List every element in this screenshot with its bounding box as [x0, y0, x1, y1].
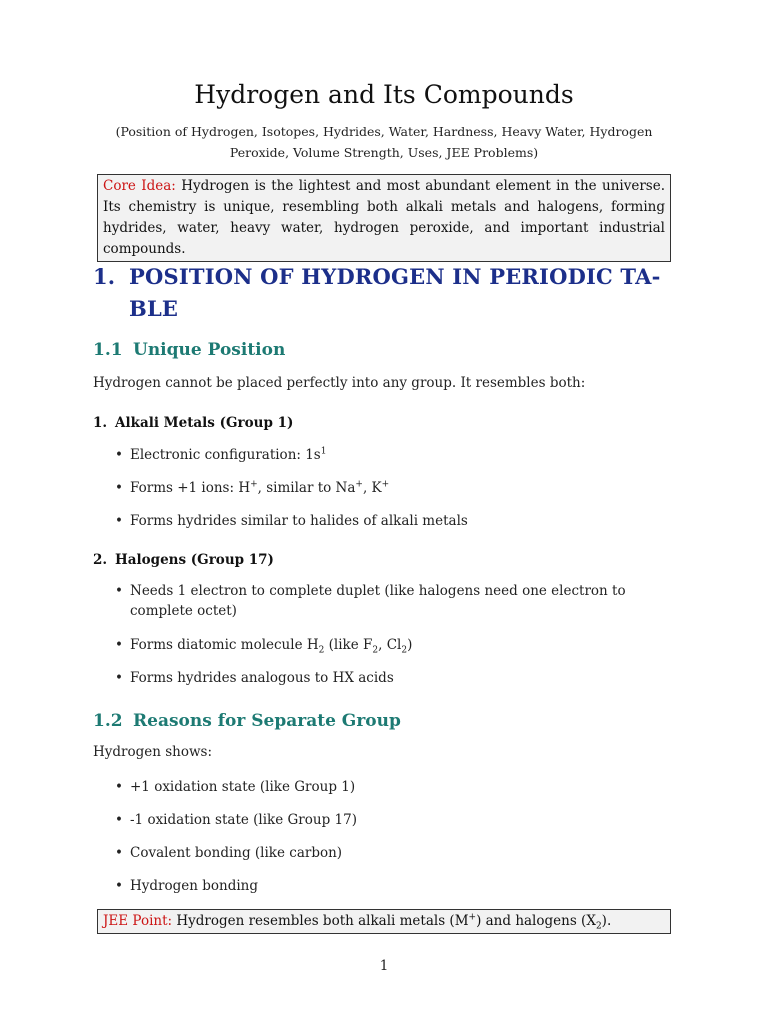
document-subtitle: (Position of Hydrogen, Isotopes, Hydrides, Water, Hardness, Heavy Water, Hydrogen Peroxide, Volume Strength, Uses, JEE Problems) — [115, 124, 653, 160]
subsection-1-2-number: 1.2 — [93, 711, 123, 731]
jee-point-label: JEE Point: — [103, 913, 173, 929]
group1-bullet2-text-a: Forms +1 ions: H — [130, 480, 251, 496]
list-item — [115, 511, 675, 531]
group2-bullet2-sub3: 2 — [401, 645, 408, 656]
group2-bullet2-text-c: , Cl — [378, 637, 402, 653]
reason-item-3: Covalent bonding (like carbon) — [130, 845, 343, 861]
jee-point-sup: + — [468, 912, 477, 923]
subsection-1-2-heading — [93, 711, 401, 731]
bullet-dot: • — [115, 845, 123, 861]
subsection-1-2-title: Reasons for Separate Group — [133, 711, 401, 731]
core-idea-label: Core Idea: — [103, 178, 176, 194]
section-1-title-line2: BLE — [129, 296, 179, 321]
group2-bullet2-text-a: Forms diatomic molecule H — [130, 637, 319, 653]
group2-bullet2-text-d: ) — [407, 637, 413, 653]
group1-number: 1. — [93, 415, 108, 431]
list-item — [115, 777, 675, 797]
group1-bullet2-sup3: + — [381, 479, 390, 490]
bullet-dot: • — [115, 878, 123, 894]
subsection-1-2-intro: Hydrogen shows: — [93, 744, 213, 760]
group2-bullet3-text: Forms hydrides analogous to HX acids — [130, 670, 394, 686]
group1-bullet2-text-b: , similar to Na — [257, 480, 356, 496]
jee-point-box — [97, 909, 671, 934]
list-item — [115, 876, 675, 896]
group1-bullet2-sup2: + — [355, 479, 363, 490]
jee-point-sub: 2 — [595, 921, 602, 932]
core-idea-box — [97, 174, 671, 262]
jee-point-text-c: ). — [601, 913, 612, 929]
jee-point-text-a: Hydrogen resembles both alkali metals (M — [176, 913, 469, 929]
subsection-1-1-heading — [93, 340, 285, 360]
list-item — [115, 668, 675, 688]
group2-number: 2. — [93, 552, 108, 568]
jee-point-text-b: ) and halogens (X — [476, 913, 596, 929]
subsection-1-1-number: 1.1 — [93, 340, 123, 360]
reason-item-1: +1 oxidation state (like Group 1) — [130, 779, 356, 795]
subsection-1-1-title: Unique Position — [133, 340, 286, 360]
section-1-title-line1: POSITION OF HYDROGEN IN PERIODIC TA- — [129, 264, 661, 289]
section-1-number: 1. — [93, 264, 116, 289]
group2-bullet1-text: Needs 1 electron to complete duplet (like halogens need one electron to complete octet) — [130, 583, 626, 619]
group2-bullet2-sub1: 2 — [318, 645, 325, 656]
group1-title: Alkali Metals (Group 1) — [115, 415, 294, 431]
bullet-dot: • — [115, 779, 123, 795]
list-item — [115, 843, 675, 863]
group1-heading — [93, 415, 293, 431]
reason-item-2: -1 oxidation state (like Group 17) — [130, 812, 357, 828]
bullet-dot: • — [115, 583, 123, 599]
bullet-dot: • — [115, 513, 123, 529]
group1-bullet3-text: Forms hydrides similar to halides of alkali metals — [130, 513, 468, 529]
bullet-dot: • — [115, 812, 123, 828]
group2-title: Halogens (Group 17) — [115, 552, 274, 568]
document-title: Hydrogen and Its Compounds — [194, 80, 574, 109]
bullet-dot: • — [115, 447, 123, 463]
group1-bullet1-sup: 1 — [320, 446, 327, 457]
list-item — [115, 635, 675, 655]
group2-bullet2-sub2: 2 — [372, 645, 379, 656]
bullet-dot: • — [115, 637, 123, 653]
group1-bullet1-text: Electronic configuration: 1s — [130, 447, 321, 463]
group2-heading — [93, 552, 274, 568]
list-item — [115, 445, 675, 465]
group1-bullet2-text-c: , K — [362, 480, 382, 496]
reason-item-4: Hydrogen bonding — [130, 878, 258, 894]
list-item — [115, 478, 675, 498]
core-idea-text: Hydrogen is the lightest and most abundant element in the universe. Its chemistry is unique, resembling both alkali metals and halogens, forming hydrides, water, heavy water, hydrogen peroxide, and important industrial compounds. — [103, 178, 665, 257]
subsection-1-1-intro: Hydrogen cannot be placed perfectly into any group. It resembles both: — [93, 375, 586, 391]
page-number: 1 — [379, 958, 389, 974]
list-item — [115, 581, 675, 621]
section-1-heading — [93, 261, 693, 325]
group2-bullet2-text-b: (like F — [324, 637, 373, 653]
bullet-dot: • — [115, 480, 123, 496]
group1-bullet2-sup1: + — [250, 479, 258, 490]
list-item — [115, 810, 675, 830]
bullet-dot: • — [115, 670, 123, 686]
